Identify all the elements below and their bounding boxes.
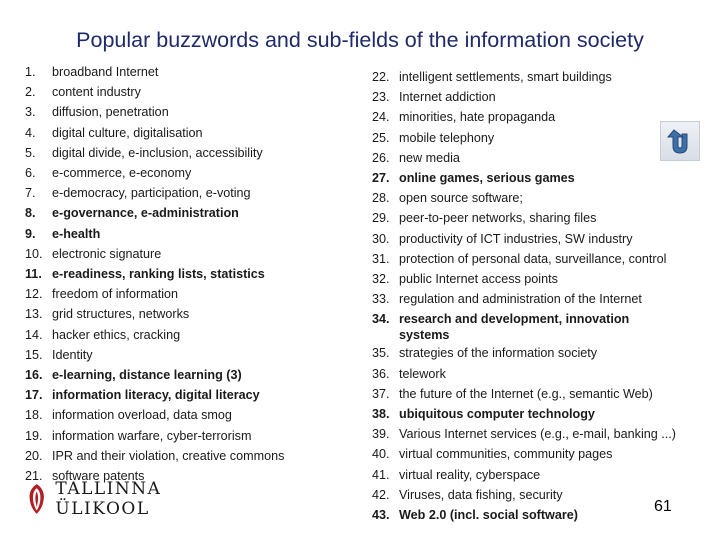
item-text: broadband Internet: [52, 65, 159, 79]
item-number: 27.: [372, 171, 390, 186]
item-number: 37.: [372, 386, 390, 401]
item-number: 9.: [25, 226, 36, 241]
list-item: [25, 446, 325, 466]
item-number: 20.: [25, 448, 43, 463]
item-text: intelligent settlements, smart buildings: [399, 70, 612, 84]
item-text: Viruses, data fishing, security: [399, 487, 563, 502]
list-item: [372, 87, 712, 107]
item-text: e-health: [52, 226, 101, 241]
item-text: public Internet access points: [399, 272, 558, 287]
item-number: 24.: [372, 110, 390, 125]
item-text: electronic signature: [52, 246, 162, 261]
tallinn-university-emblem: [26, 480, 47, 518]
item-number: 30.: [372, 231, 390, 246]
item-number: 35.: [372, 346, 390, 361]
item-text: research and development, innovation systems: [399, 312, 630, 343]
item-text: telework: [399, 366, 446, 381]
item-text: grid structures, networks: [52, 307, 190, 322]
item-text: hacker ethics, cracking: [52, 327, 181, 342]
item-text: information warfare, cyber-terrorism: [52, 428, 252, 443]
item-text: e-readiness, ranking lists, statistics: [52, 267, 265, 282]
item-number: 32.: [372, 272, 390, 287]
item-text: strategies of the information society: [399, 346, 598, 361]
item-text: e-governance, e-administration: [52, 206, 239, 221]
item-text: open source software;: [399, 191, 523, 206]
item-text: e-commerce, e-economy: [52, 166, 192, 181]
item-number: 2.: [25, 85, 36, 100]
item-text: freedom of information: [52, 287, 178, 302]
list-item: [25, 405, 325, 425]
item-text: Various Internet services (e.g., e-mail, banking ...): [399, 427, 676, 442]
list-item: [372, 364, 712, 384]
item-number: 19.: [25, 428, 43, 443]
item-number: 14.: [25, 327, 43, 342]
item-text: mobile telephony: [399, 130, 495, 145]
list-item: [372, 309, 712, 343]
list-item: [25, 325, 325, 345]
list-item: [372, 289, 712, 309]
item-number: 7.: [25, 186, 36, 201]
list-item: [25, 163, 325, 183]
item-text: Internet addiction: [399, 90, 496, 105]
item-number: 29.: [372, 211, 390, 226]
list-item: [25, 82, 325, 102]
page-number: 61: [654, 498, 672, 515]
item-text: Identity: [52, 347, 93, 362]
list-item: [25, 102, 325, 122]
item-text: new media: [399, 150, 460, 165]
list-item: [25, 284, 325, 304]
item-text: diffusion, penetration: [52, 105, 169, 120]
list-item: [25, 304, 325, 324]
item-number: 33.: [372, 292, 390, 307]
item-text: content industry: [52, 85, 141, 100]
list-item: [372, 424, 712, 444]
item-number: 42.: [372, 487, 390, 502]
item-text: IPR and their violation, creative commons: [52, 448, 285, 463]
list-item: [372, 249, 712, 269]
item-number: 4.: [25, 125, 36, 140]
list-item: [25, 244, 325, 264]
list-item: [25, 426, 325, 446]
list-item: [25, 365, 325, 385]
list-item: [372, 229, 712, 249]
item-number: 16.: [25, 368, 43, 383]
item-text: the future of the Internet (e.g., semantic Web): [399, 386, 653, 401]
list-item: [25, 203, 325, 223]
list-item: [372, 384, 712, 404]
item-number: 11.: [25, 267, 42, 282]
item-number: 25.: [372, 130, 390, 145]
item-number: 28.: [372, 191, 390, 206]
list-item: [372, 444, 712, 464]
item-number: 39.: [372, 427, 390, 442]
item-number: 31.: [372, 251, 390, 266]
list-item: [372, 188, 712, 208]
item-text: e-democracy, participation, e-voting: [52, 186, 251, 201]
list-item: [372, 269, 712, 289]
item-number: 21.: [25, 469, 43, 484]
item-number: 23.: [372, 90, 390, 105]
item-number: 15.: [25, 347, 43, 362]
item-text: virtual reality, cyberspace: [399, 467, 541, 482]
university-logo-text: TALLINNA ÜLIKOOL: [55, 479, 162, 519]
item-number: 3.: [25, 105, 36, 120]
item-text: protection of personal data, surveillance, control: [399, 251, 667, 266]
list-item: [372, 208, 712, 228]
list-item: [372, 168, 712, 188]
item-number: 41.: [372, 467, 390, 482]
item-number: 26.: [372, 150, 390, 165]
item-text: Web 2.0 (incl. social software): [399, 508, 578, 523]
return-button[interactable]: [660, 121, 700, 161]
item-number: 40.: [372, 447, 390, 462]
item-number: 34.: [372, 312, 390, 327]
list-item: [372, 404, 712, 424]
item-number: 13.: [25, 307, 43, 322]
item-text: peer-to-peer networks, sharing files: [399, 211, 597, 226]
list-item: [25, 62, 325, 82]
list-item: [25, 183, 325, 203]
u-turn-arrow-icon: [665, 126, 695, 156]
item-number: 17.: [25, 388, 43, 403]
item-text: online games, serious games: [399, 171, 575, 186]
item-number: 6.: [25, 166, 36, 181]
list-item: [372, 343, 712, 363]
item-number: 38.: [372, 407, 390, 422]
list-item: [25, 385, 325, 405]
item-number: 1.: [25, 65, 36, 79]
item-text: virtual communities, community pages: [399, 447, 613, 462]
item-text: information literacy, digital literacy: [52, 388, 260, 403]
university-logo: [26, 478, 226, 520]
buzzword-list-left: [25, 62, 325, 486]
item-number: 36.: [372, 366, 390, 381]
list-item: [372, 67, 712, 87]
item-text: digital divide, e-inclusion, accessibility: [52, 145, 263, 160]
item-number: 5.: [25, 145, 36, 160]
item-number: 8.: [25, 206, 36, 221]
item-text: minorities, hate propaganda: [399, 110, 556, 125]
item-text: ubiquitous computer technology: [399, 407, 595, 422]
item-text: e-learning, distance learning (3): [52, 368, 242, 383]
item-number: 22.: [372, 70, 390, 84]
item-number: 10.: [25, 246, 43, 261]
list-item: [25, 345, 325, 365]
item-number: 18.: [25, 408, 43, 423]
item-text: regulation and administration of the Internet: [399, 292, 642, 307]
item-number: 43.: [372, 508, 390, 523]
item-number: 12.: [25, 287, 43, 302]
list-item: [372, 465, 712, 485]
item-text: software patents: [52, 469, 145, 484]
slide-title: Popular buzzwords and sub-fields of the information society: [76, 28, 644, 52]
item-text: productivity of ICT industries, SW industry: [399, 231, 633, 246]
list-item: [25, 224, 325, 244]
list-item: [25, 123, 325, 143]
item-text: information overload, data smog: [52, 408, 232, 423]
list-item: [25, 143, 325, 163]
list-item: [25, 264, 325, 284]
item-text: digital culture, digitalisation: [52, 125, 203, 140]
